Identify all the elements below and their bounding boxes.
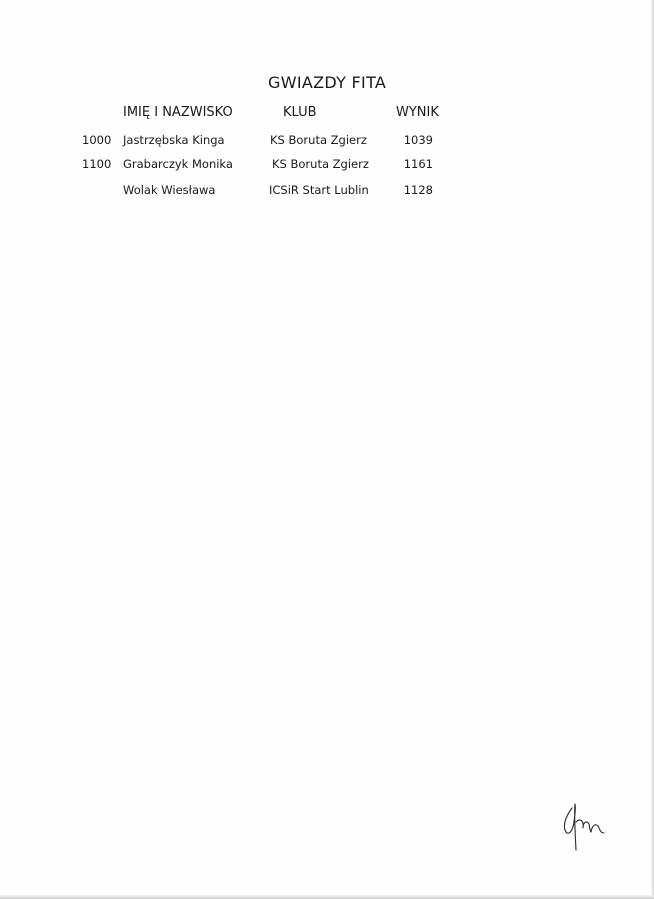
- row-rank: 1000: [82, 133, 112, 147]
- row-club: ICSiR Start Lublin: [269, 183, 369, 197]
- row-score: 1161: [403, 157, 433, 171]
- table-row: [0, 157, 654, 175]
- row-name: Wolak Wiesława: [123, 183, 216, 197]
- row-rank: 1100: [82, 157, 112, 171]
- row-name: Jastrzębska Kinga: [123, 133, 225, 147]
- page-title: GWIAZDY FITA: [268, 73, 387, 92]
- row-name: Grabarczyk Monika: [123, 157, 233, 171]
- row-score: 1039: [403, 133, 433, 147]
- row-score: 1128: [403, 183, 433, 197]
- row-club: KS Boruta Zgierz: [270, 133, 367, 147]
- table-row: [0, 183, 654, 201]
- scan-edge: [0, 895, 654, 899]
- column-header-club: KLUB: [283, 105, 317, 120]
- column-header-name: IMIĘ I NAZWISKO: [123, 105, 233, 120]
- row-club: KS Boruta Zgierz: [272, 157, 369, 171]
- handwritten-signature: [558, 800, 608, 860]
- column-header-score: WYNIK: [396, 105, 439, 120]
- table-row: [0, 133, 654, 151]
